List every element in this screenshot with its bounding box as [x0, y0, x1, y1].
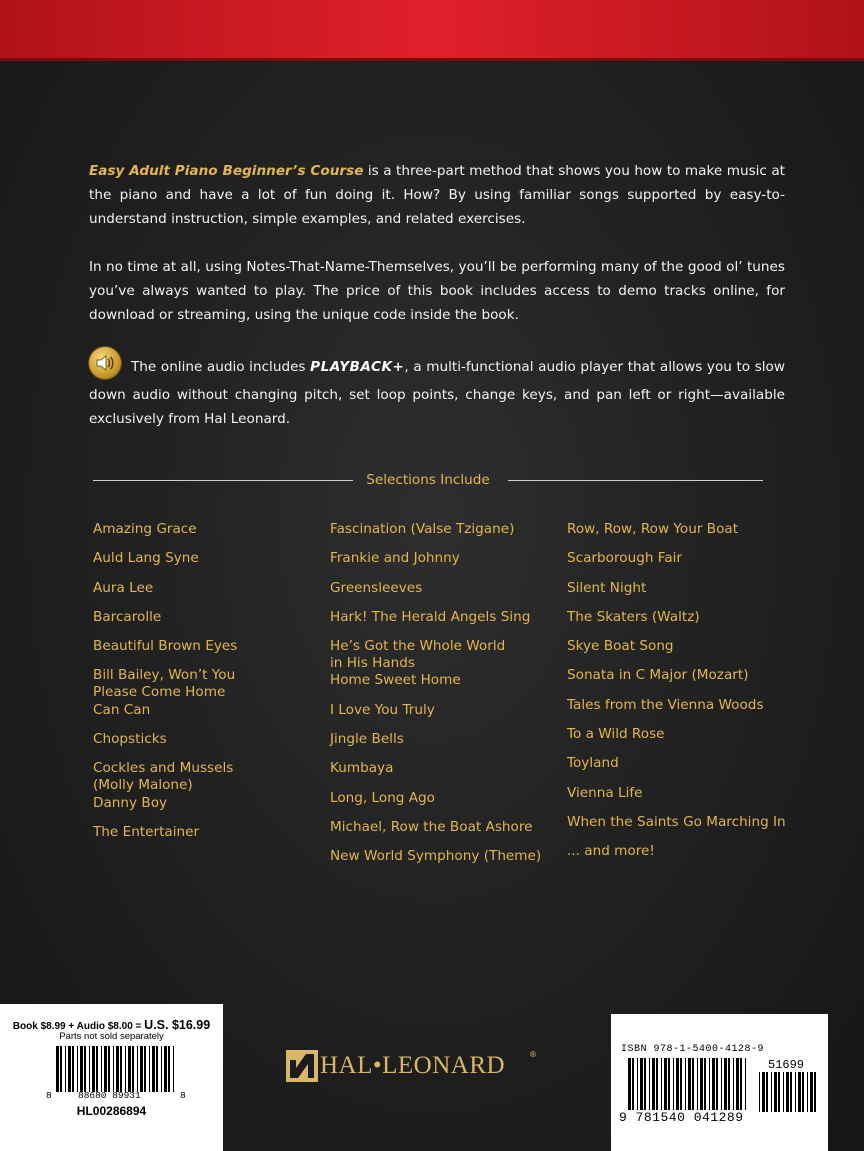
song-title: Beautiful Brown Eyes: [93, 638, 238, 655]
playback-logo: PLAYBACK+: [310, 359, 405, 375]
song-title: Bill Bailey, Won’t You: [93, 667, 236, 684]
song-title: Vienna Life: [567, 784, 643, 801]
song-title: Long, Long Ago: [330, 789, 435, 806]
upc-digits-middle: 88680 89931: [78, 1090, 141, 1101]
song-title: Home Sweet Home: [330, 672, 461, 689]
speaker-icon: [89, 347, 121, 379]
song-title-line-2: (Molly Malone): [93, 777, 193, 794]
price-box: [0, 1004, 223, 1151]
intro-text-3b: , a multi-functional audio player that allows you to slow down audio without changing pitch, set loop points, change keys, and pan left or right—available exclusively from Hal Leonard.: [89, 359, 785, 427]
song-title: Can Can: [93, 701, 151, 718]
song-title: To a Wild Rose: [567, 726, 665, 743]
song-title: Barcarolle: [93, 608, 162, 625]
song-title-line-2: Please Come Home: [93, 684, 226, 701]
isbn-barcode: [628, 1058, 748, 1110]
song-title: ... and more!: [567, 843, 655, 860]
song-title-cont: [330, 655, 555, 672]
upc-digit-right: 8: [180, 1090, 186, 1101]
price-prefix: Book $8.99 + Audio $8.00 =: [12, 1021, 145, 1032]
song-list-column-3: [567, 521, 792, 873]
song-list-column-2: [330, 521, 555, 878]
book-title: Easy Adult Piano Beginner’s Course: [89, 163, 364, 179]
song-title: When the Saints Go Marching In: [567, 813, 786, 830]
song-title: Row, Row, Row Your Boat: [567, 521, 739, 537]
song-title: Sonata in C Major (Mozart): [567, 667, 749, 684]
selections-title: Selections Include: [366, 472, 490, 488]
divider-right: [508, 480, 763, 481]
publisher-name: HAL•LEONARD: [320, 1052, 506, 1079]
price-barcode: [759, 1072, 819, 1112]
song-title: Greensleeves: [330, 579, 423, 596]
selections-header: [93, 470, 763, 492]
product-code: HL00286894: [76, 1104, 147, 1118]
isbn-number: ISBN 978-1-5400-4128-9: [621, 1044, 765, 1055]
song-title: Michael, Row the Boat Ashore: [330, 818, 533, 835]
song-title: Scarborough Fair: [567, 550, 683, 567]
song-title-cont: [93, 684, 318, 701]
song-title: I Love You Truly: [330, 701, 435, 718]
song-title: He’s Got the Whole World: [330, 638, 506, 655]
song-title: Skye Boat Song: [567, 638, 674, 655]
song-title: Cockles and Mussels: [93, 760, 234, 777]
song-title: Frankie and Johnny: [330, 550, 460, 567]
intro-paragraph-3: [89, 351, 785, 431]
song-title: Silent Night: [567, 579, 647, 596]
logo-mark-icon: [286, 1050, 318, 1082]
upc-digit-left: 8: [46, 1090, 52, 1101]
song-title: Auld Lang Syne: [93, 550, 199, 567]
song-title: Toyland: [567, 755, 619, 772]
song-title-line-2: in His Hands: [330, 655, 415, 672]
song-title: Aura Lee: [93, 579, 154, 596]
price-line: [0, 1018, 223, 1032]
registered-mark: ®: [529, 1050, 537, 1059]
song-title: Danny Boy: [93, 794, 168, 811]
parts-note: Parts not sold separately: [59, 1031, 164, 1042]
price-total: U.S. $16.99: [144, 1018, 211, 1032]
song-title: Kumbaya: [330, 760, 394, 777]
song-title-cont: [93, 777, 318, 794]
price-code: 51699: [768, 1058, 805, 1072]
intro-text-1: is a three-part method that shows you how to make music at the piano and have a lot of fun doing it. How? By using familiar songs supported by easy-to-understand instruction, simple examples, and related exercises.: [89, 163, 786, 227]
song-title: Jingle Bells: [330, 731, 404, 748]
hal-leonard-logo: [286, 1050, 538, 1084]
red-header-band: [0, 0, 864, 60]
intro-text-3a: The online audio includes: [131, 359, 311, 375]
song-title: Tales from the Vienna Woods: [567, 696, 764, 713]
song-title: The Entertainer: [93, 823, 200, 840]
header-band-edge: [0, 58, 864, 61]
song-list-column-1: [93, 521, 318, 853]
isbn-box: [611, 1014, 828, 1151]
intro-paragraph-2: In no time at all, using Notes-That-Name-Themselves, you’ll be performing many of the good ol’ tunes you’ve always wanted to play. The price of this book includes access to demo tracks online, for download or streaming, using the unique code inside the book.: [89, 259, 785, 323]
upc-barcode: [56, 1046, 176, 1092]
song-title: Fascination (Valse Tzigane): [330, 521, 515, 537]
song-title: New World Symphony (Theme): [330, 848, 542, 865]
song-title: Amazing Grace: [93, 521, 197, 537]
song-title: The Skaters (Waltz): [567, 608, 700, 625]
song-title: Hark! The Herald Angels Sing: [330, 608, 531, 625]
song-title: Chopsticks: [93, 731, 167, 748]
intro-paragraph-1: [89, 159, 785, 231]
isbn-barcode-digits: 9 781540 041289: [619, 1110, 744, 1125]
